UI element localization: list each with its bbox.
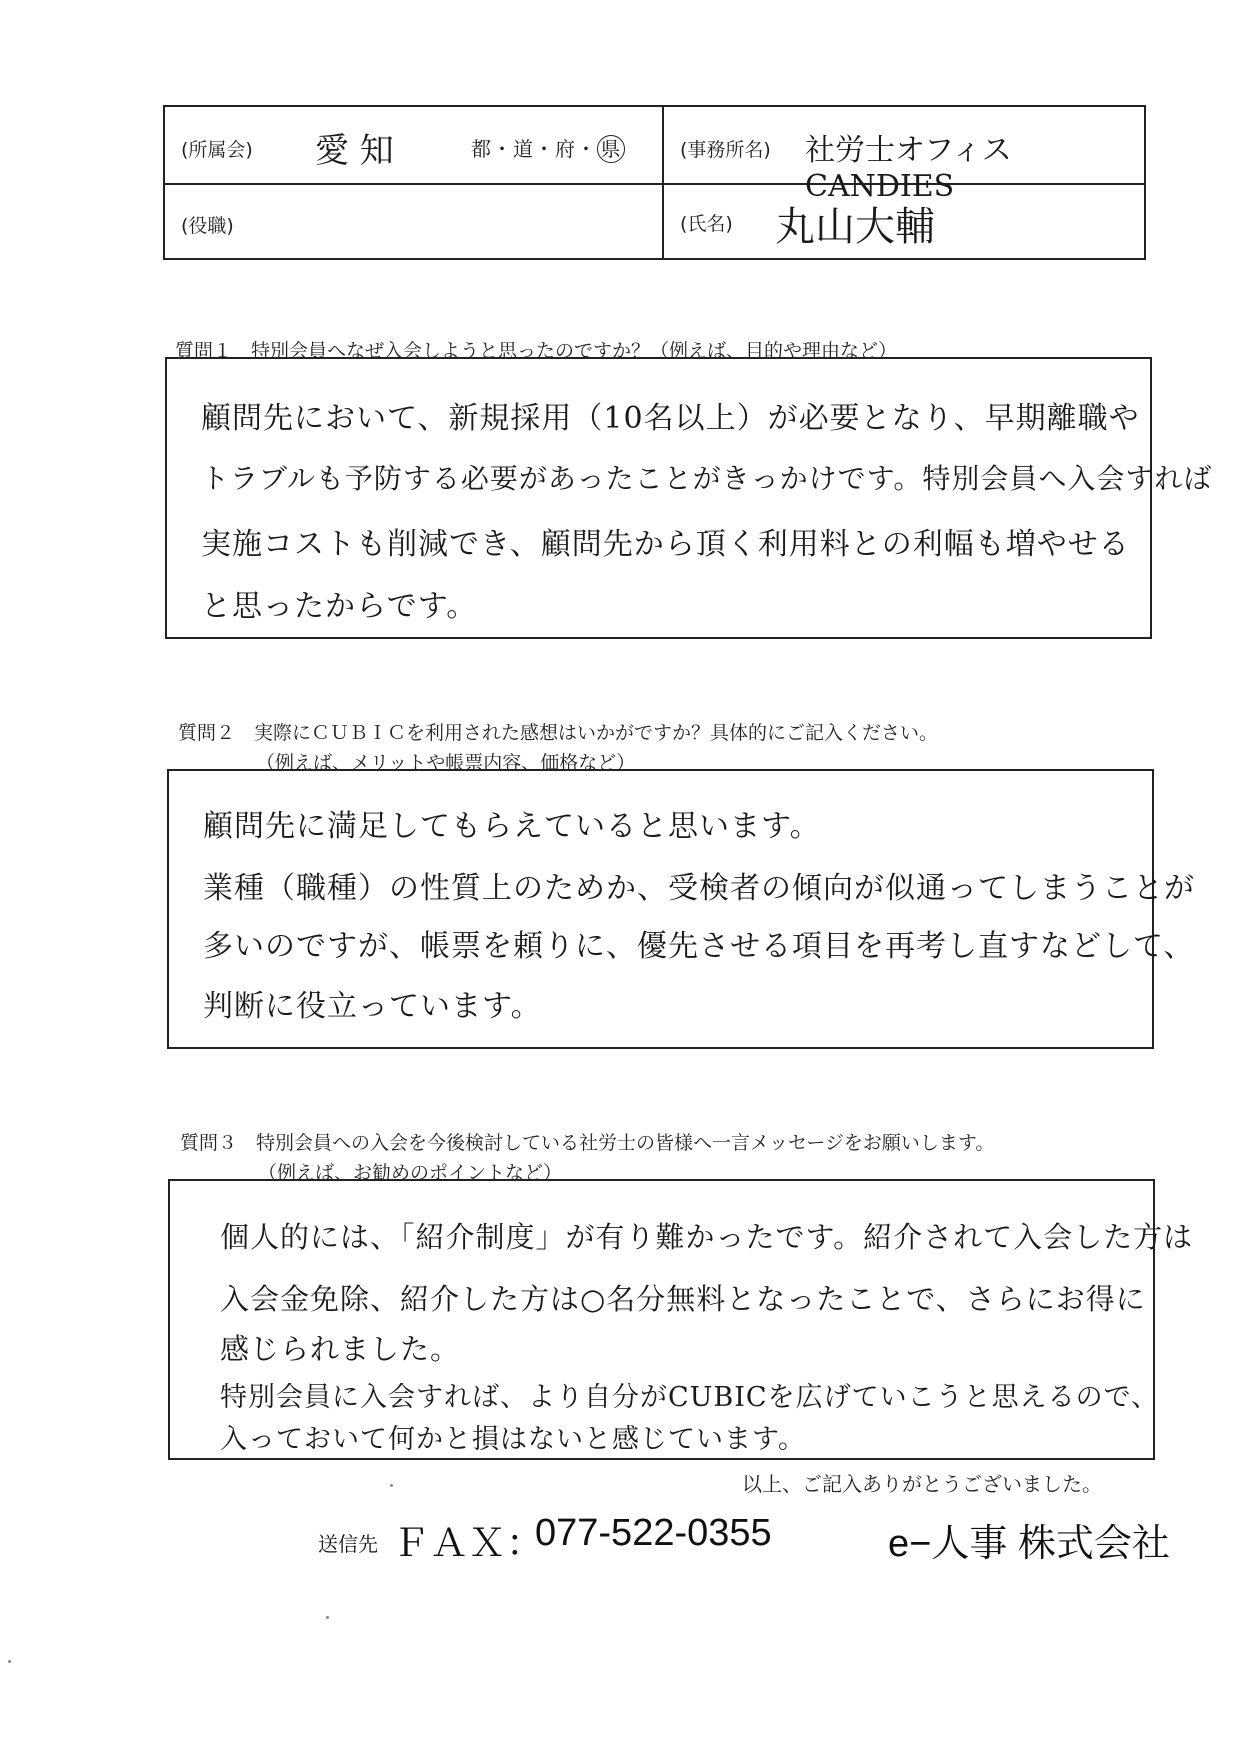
header-row-1: [165, 107, 1144, 204]
question-2-answer-line: 多いのですが、帳票を頼りに、優先させる項目を再考し直すなどして、: [203, 929, 1195, 964]
closing-note: 以上、ご記入ありがとうございました。: [742, 1472, 1102, 1496]
question-3-answer-line: 入っておいて何かと損はないと感じています。: [220, 1424, 806, 1455]
question-1-answer-line: トラブルも予防する必要があったことがきっかけです。特別会員へ入会すれば: [201, 462, 1213, 495]
question-3-subtitle: （例えば、お勧めのポイントなど）: [258, 1162, 563, 1184]
company-name: e−人事 株式会社: [888, 1523, 1170, 1565]
question-3-answer-line: 感じられました。: [220, 1332, 461, 1366]
position-label: (役職): [181, 215, 234, 237]
question-2-answer-line: 業種（職種）の性質上のためか、受検者の傾向が似通ってしまうことが: [203, 871, 1195, 906]
question-3-answer-line: 特別会員に入会すれば、より自分がCUBICを広げていこうと思えるので、: [220, 1382, 1160, 1413]
question-3-answer-line: 個人的には、「紹介制度」が有り難かったです。紹介されて入会した方は: [220, 1220, 1194, 1254]
question-1-answer-line: 顧問先において、新規採用（10名以上）が必要となり、早期離職や: [201, 401, 1140, 436]
scan-speck: [326, 1616, 329, 1619]
name-value: 丸山大輔: [775, 204, 935, 250]
question-3-answer-box: [168, 1179, 1194, 1460]
prefecture-suffix: [471, 133, 625, 163]
office-value: 社労士オフィスCANDIES: [805, 133, 1012, 204]
header-table: [163, 105, 1146, 260]
question-3-answer-line: 入会金免除、紹介した方は○名分無料となったことで、さらにお得に: [220, 1282, 1146, 1316]
question-2-answer-line: 顧問先に満足してもらえていると思います。: [203, 809, 821, 844]
question-2-answer-line: 判断に役立っています。: [203, 989, 542, 1024]
question-2-answer-box: [167, 769, 1195, 1049]
send-to-label: 送信先: [318, 1532, 378, 1556]
office-label: (事務所名): [680, 139, 771, 161]
affiliation-label: (所属会): [181, 139, 253, 161]
prefecture-suffix-circled: 県: [597, 135, 625, 163]
question-2-title: 質問２ 実際にＣＵＢＩＣを利用された感想はいかがですか？具体的にご記入ください。: [178, 722, 939, 744]
question-1-title: 質問１ 特別会員へなぜ入会しようと思ったのですか？（例えば、目的や理由など）: [175, 340, 898, 362]
question-2-subtitle: （例えば、メリットや帳票内容、価格など）: [256, 752, 636, 774]
fax-number: 077-522-0355: [535, 1512, 772, 1554]
question-1-answer-box: [165, 357, 1213, 639]
header-row-2: [165, 185, 1144, 260]
scan-speck: [390, 1484, 393, 1487]
question-1-answer-line: と思ったからです。: [201, 589, 478, 624]
question-1-answer-line: 実施コストも削減でき、顧問先から頂く利用料との利幅も増やせる: [201, 527, 1130, 562]
scan-speck: [8, 1660, 11, 1663]
affiliation-value: 愛 知: [315, 131, 394, 171]
fax-label: ＦＡＸ：: [392, 1523, 545, 1565]
name-label: (氏名): [680, 213, 733, 235]
prefecture-suffix-plain: 都・道・府・: [471, 137, 597, 161]
question-3-title: 質問３ 特別会員への入会を今後検討している社労士の皆様へ一言メッセージをお願いします。: [180, 1132, 995, 1154]
